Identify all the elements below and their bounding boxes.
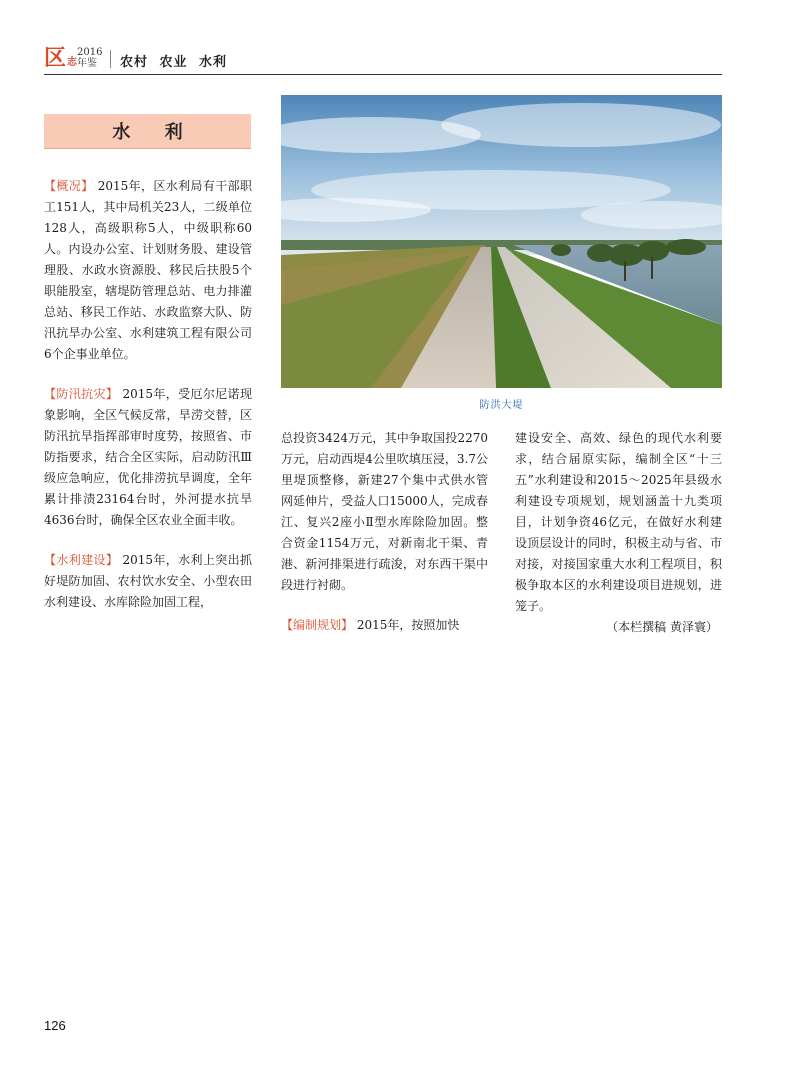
text-planning-cont: 建设安全、高效、绿色的现代水利要求，结合届原实际，编制全区“十三五”水利建设和2015～2025年县级水利建设专项规划，规划涵盖十九类项目，计划争资46亿元，在做好水利建设顶层设计的同时，积极主动与省、市对接，对接国家重大水利工程项目，积极争取本区的水利建设项目进规划，进笼子。 [515,431,722,613]
paragraph-water-construction [44,550,252,613]
text-planning: 2015年，按照加快 [353,618,460,632]
section-title: 农村 农业 水利 [120,55,228,70]
column-3 [515,428,722,638]
tag-overview: 【概况】 [44,179,94,193]
logo-yearbook-label: 年鉴 [77,58,97,69]
yearbook-logo [44,48,77,70]
logo-main-char: 区 [44,46,67,71]
column-1 [44,176,252,632]
logo-year-number: 2016 [77,47,103,58]
author-credit: （本栏撰稿 黄泽寰） [606,620,718,634]
page-number: 126 [44,1018,66,1033]
text-water-construction-cont: 总投资3424万元，其中争取国投2270万元，启动西堤4公里吹填压浸，3.7公里堤顶整修，新建27个集中式供水管网延伸片，受益人口15000人，完成春江、复兴2座小Ⅱ型水库除险加固。整合资金1154万元，对新南北干渠、青港、新河排渠进行疏浚，对东西干渠中段进行衬砌。 [281,431,488,592]
tag-flood-control: 【防汛抗灾】 [44,387,119,401]
header-rule [44,74,722,75]
header-divider [110,50,111,68]
paragraph-flood-control [44,384,252,531]
paragraph-planning-cont [515,428,722,617]
logo-year [77,47,107,69]
photo-caption: 防洪大堤 [479,400,524,411]
column-2 [281,428,488,655]
tag-water-construction: 【水利建设】 [44,553,119,567]
running-header [44,48,722,74]
article-title: 水 利 [112,122,197,143]
tag-planning: 【编制规划】 [281,618,354,632]
paragraph-overview [44,176,252,365]
dike-photo-image [281,95,722,388]
paragraph-water-construction-cont [281,428,488,596]
dike-photo [281,95,722,388]
logo-sub-char: 志 [67,57,78,68]
paragraph-planning [281,615,488,636]
text-overview: 2015年，区水利局有干部职工151人，其中局机关23人，二级单位128人，高级职称5人，中级职称60人。内设办公室、计划财务股、建设管理股、水政水资源股、移民后扶股5个职能股室，辖堤防管理总站、电力排灌总站、移民工作站、水政监察大队、防汛抗旱办公室、水利建筑工程有限公司6个企事业单位。 [44,179,252,361]
text-water-construction: 2015年，水利上突出抓好堤防加固、农村饮水安全、小型农田水利建设、水库除险加固工程， [44,553,252,609]
article-title-box [44,114,251,149]
text-flood-control: 2015年，受厄尔尼诺现象影响，全区气候反常，旱涝交替，区防汛抗旱指挥部审时度势，按照省、市防指要求，结合全区实际，启动防汛Ⅲ级应急响应，优化排涝抗旱调度，全年累计排渍23164台时，外河提水抗旱4636台时，确保全区农业全面丰收。 [44,387,252,527]
